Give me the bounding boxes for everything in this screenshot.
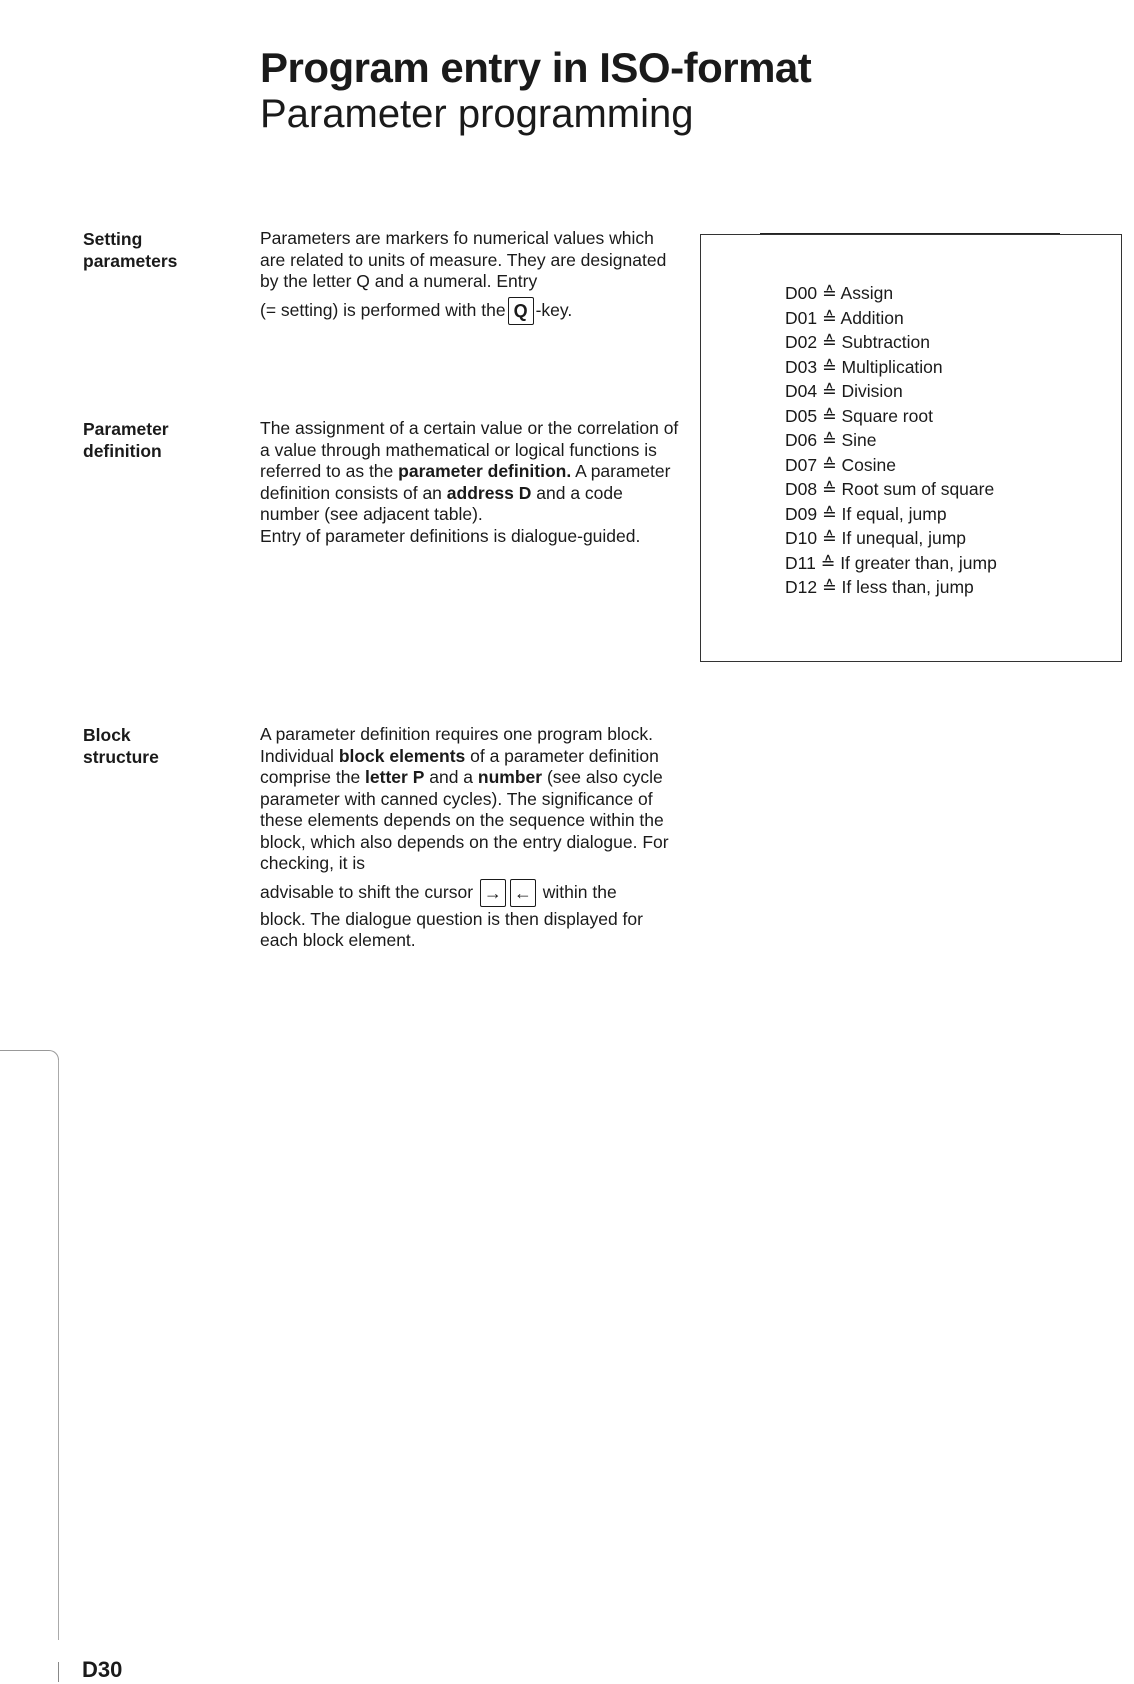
- section-text-block-structure: [260, 724, 680, 952]
- paragraph: Parameters are markers fo numerical values which are related to units of measure. They are designated by the letter Q and a numeral. Entry: [260, 228, 667, 291]
- list-item: D03 ≙ Multiplication: [785, 356, 943, 377]
- code-list: [785, 281, 997, 600]
- paragraph: Individual block elements of a parameter definition comprise the letter P and a number (see also cycle parameter with canned cycles). The significance of these elements depends on the sequence within the block, which also depends on the entry dialogue. For checking, it is: [260, 745, 669, 873]
- q-key-icon: Q: [508, 297, 534, 325]
- page-number: D30: [82, 1657, 123, 1682]
- list-item: D07 ≙ Cosine: [785, 454, 896, 475]
- list-item: D09 ≙ If equal, jump: [785, 503, 947, 524]
- page-title: Program entry in ISO-format: [260, 44, 812, 91]
- list-item: D01 ≙ Addition: [785, 307, 904, 328]
- paragraph: The assignment of a certain value or the correlation of a value through mathematical or logical functions is referred to as the parameter definition. A parameter definition consists of an address D and a code number (see adjacent table).: [260, 418, 679, 524]
- paragraph: block. The dialogue question is then displayed for each block element.: [260, 908, 643, 950]
- list-item: D06 ≙ Sine: [785, 430, 877, 450]
- page-tick: [58, 1662, 59, 1682]
- page-subtitle: Parameter programming: [260, 92, 694, 136]
- margin-rule: [58, 1060, 59, 1640]
- list-item: D00 ≙ Assign: [785, 283, 894, 303]
- cursor-left-key-icon: ←: [510, 879, 536, 907]
- cursor-right-key-icon: →: [480, 879, 506, 907]
- paragraph: advisable to shift the cursor → ← within the: [260, 875, 680, 909]
- code-table: [700, 234, 1122, 662]
- list-item: D12 ≙ If less than, jump: [785, 577, 974, 597]
- paragraph: A parameter definition requires one program block.: [260, 724, 653, 744]
- list-item: D02 ≙ Subtraction: [785, 332, 931, 352]
- list-item: D10 ≙ If unequal, jump: [785, 528, 967, 548]
- section-text-parameter-definition: [260, 418, 680, 547]
- paragraph: (= setting) is performed with the Q -key.: [260, 293, 680, 327]
- paragraph: Entry of parameter definitions is dialogue-guided.: [260, 525, 641, 546]
- list-item: D05 ≙ Square root: [785, 405, 933, 426]
- list-item: D08 ≙ Root sum of square: [785, 479, 995, 499]
- section-text-setting-parameters: [260, 228, 680, 327]
- margin-hook-line: [0, 1050, 59, 1063]
- list-item: D04 ≙ Division: [785, 381, 903, 401]
- list-item: D11 ≙ If greater than, jump: [785, 552, 997, 573]
- section-heading-parameter-definition: Parameter definition: [83, 419, 169, 461]
- section-heading-setting-parameters: Setting parameters: [83, 229, 178, 271]
- section-heading-block-structure: Block structure: [83, 725, 159, 767]
